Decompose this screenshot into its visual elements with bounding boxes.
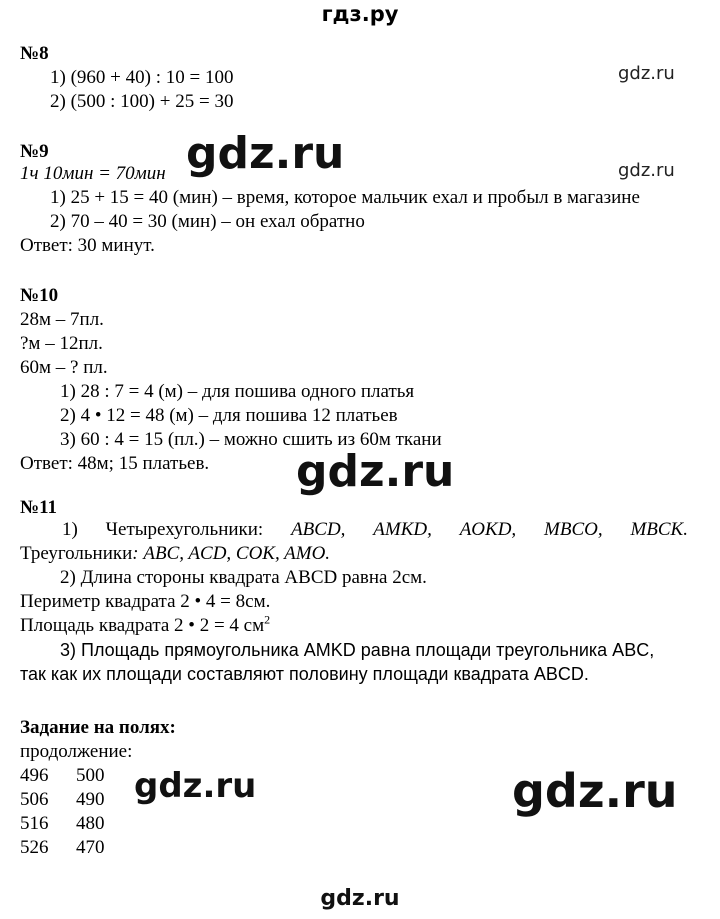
task-11-word: Четырехугольники: <box>105 519 264 540</box>
watermark-footer: gdz.ru <box>320 886 400 911</box>
watermark: gdz.ru <box>618 160 675 181</box>
margin-row-a: 516 <box>20 813 49 834</box>
task-11-title: №11 <box>20 497 58 518</box>
task-11-area-sup: 2 <box>264 612 271 627</box>
margin-row-b: 480 <box>76 813 105 834</box>
watermark-large: gdz.ru <box>512 764 678 818</box>
task-8-title: №8 <box>20 43 49 64</box>
task-11-quadrilaterals <box>20 518 688 542</box>
task-9-line: 2) 70 – 40 = 30 (мин) – он ехал обратно <box>50 211 365 232</box>
task-10-line: 1) 28 : 7 = 4 (м) – для пошива одного платья <box>60 381 415 402</box>
task-9-title: №9 <box>20 141 49 162</box>
task-11-figure: MBCO, <box>544 519 603 540</box>
watermark-large: gdz.ru <box>296 446 455 497</box>
margin-task-subtitle: продолжение: <box>20 741 133 762</box>
margin-row-b: 490 <box>76 789 105 810</box>
task-11-area-text: Площадь квадрата 2 • 2 = 4 см <box>20 615 265 636</box>
task-9-line: 1) 25 + 15 = 40 (мин) – время, которое мальчик ехал и пробыл в магазине <box>50 187 640 208</box>
watermark-large: gdz.ru <box>186 128 345 179</box>
task-11-perimeter: Периметр квадрата 2 • 4 = 8см. <box>20 591 271 612</box>
margin-row-b: 500 <box>76 765 105 786</box>
margin-task-title: Задание на полях: <box>20 717 176 738</box>
task-11-line: так как их площади составляют половину площади квадрата ABCD. <box>20 664 589 684</box>
task-10-title: №10 <box>20 285 59 306</box>
margin-row-a: 506 <box>20 789 49 810</box>
task-11-line: 3) Площадь прямоугольника AMKD равна площади треугольника ABC, <box>60 640 655 660</box>
task-10-line: 3) 60 : 4 = 15 (пл.) – можно сшить из 60м ткани <box>60 429 442 450</box>
task-8-line: 2) (500 : 100) + 25 = 30 <box>50 91 234 112</box>
task-10-given: 60м – ? пл. <box>20 357 108 378</box>
task-9-answer: Ответ: 30 минут. <box>20 235 155 256</box>
margin-row-b: 470 <box>76 837 105 858</box>
task-11-triangles <box>20 542 330 566</box>
margin-row-a: 496 <box>20 765 49 786</box>
task-10-answer: Ответ: 48м; 15 платьев. <box>20 453 210 474</box>
task-11-figure: AMKD, <box>373 519 432 540</box>
task-10-line: 2) 4 • 12 = 48 (м) – для пошива 12 платьев <box>60 405 398 426</box>
task-11-area <box>20 614 270 638</box>
margin-row-a: 526 <box>20 837 49 858</box>
task-10-given: ?м – 12пл. <box>20 333 103 354</box>
task-8-line: 1) (960 + 40) : 10 = 100 <box>50 67 234 88</box>
task-11-triangles-label: Треугольники <box>20 543 133 564</box>
task-10-given: 28м – 7пл. <box>20 309 104 330</box>
watermark-large: gdz.ru <box>134 766 257 806</box>
task-11-figure: MBCK. <box>630 519 688 540</box>
task-11-line: 2) Длина стороны квадрата ABCD равна 2см. <box>60 567 427 588</box>
watermark: gdz.ru <box>618 63 675 84</box>
task-9-intro: 1ч 10мин = 70мин <box>20 163 166 184</box>
task-11-figure: AOKD, <box>459 519 517 540</box>
task-11-figure: ABCD, <box>291 519 346 540</box>
site-title: гдз.ру <box>321 2 399 26</box>
task-11-triangles-list: : ABC, ACD, COK, AMO. <box>132 543 331 564</box>
task-11-word: 1) <box>62 519 78 540</box>
